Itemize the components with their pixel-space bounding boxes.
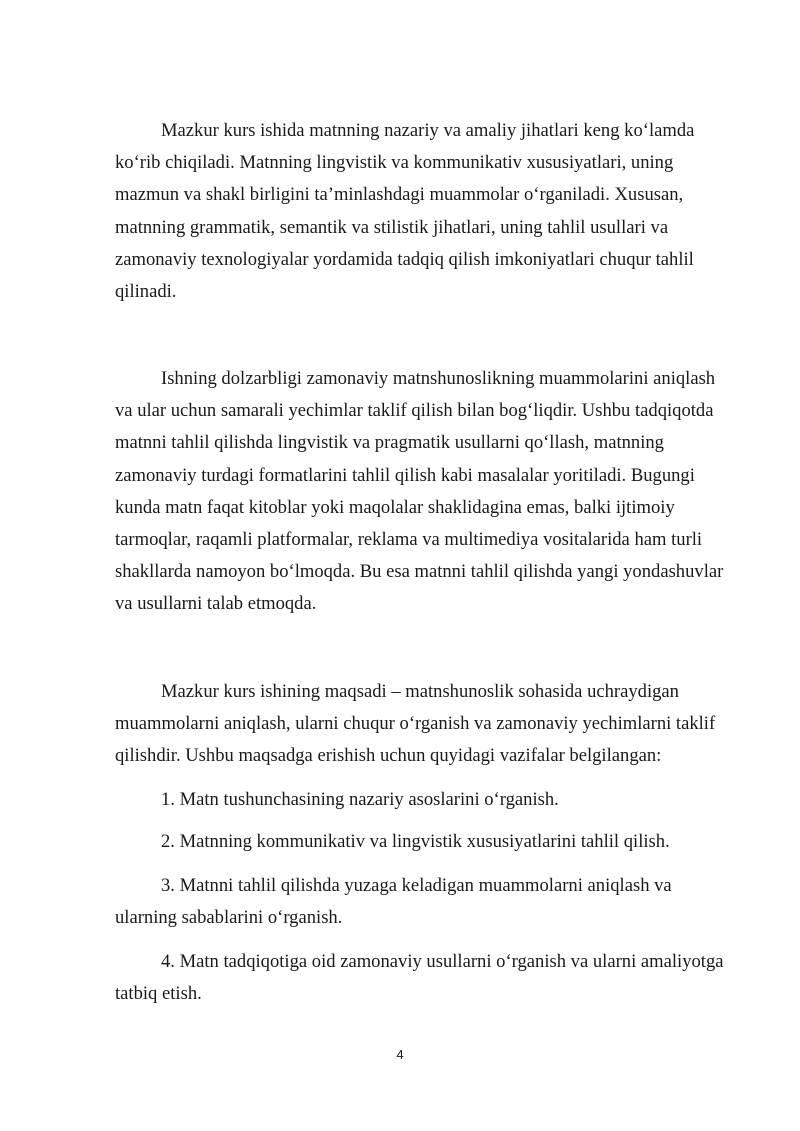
task-text: 3. Matnni tahlil qilishda yuzaga keladigan muammolarni aniqlash va ularning sabablarini oʻrganish. [115,875,672,929]
paragraph-intro [115,115,733,308]
paragraph-goal [115,676,733,773]
task-text: 4. Matn tadqiqotiga oid zamonaviy usullarni oʻrganish va ularni amaliyotga tatbiq etish. [115,951,724,1005]
task-list-item [115,826,733,858]
paragraph-text: Ishning dolzarbligi zamonaviy matnshunoslikning muammolarini aniqlash va ular uchun samarali yechimlar taklif qilish bilan bogʻliqdir. Ushbu tadqiqotda matnni tahlil qilishda lingvistik va pragmatik usullarni qoʻllash, matnning zamonaviy turdagi formatlarini tahlil qilish kabi masalalar yoritiladi. Bugungi kunda matn faqat kitoblar yoki maqolalar shaklidagina emas, balki ijtimoiy tarmoqlar, raqamli platformalar, reklama va multimediya vositalarida ham turli shakllarda namoyon boʻlmoqda. Bu esa matnni tahlil qilishda yangi yondashuvlar va usullarni talab etmoqda. [115,368,724,615]
page-number: 4 [396,1047,404,1062]
task-text: 1. Matn tushunchasining nazariy asoslarini oʻrganish. [161,789,559,810]
paragraph-relevance [115,363,733,621]
paragraph-text: Mazkur kurs ishining maqsadi – matnshunoslik sohasida uchraydigan muammolarni aniqlash, ularni chuqur oʻrganish va zamonaviy yechimlarni taklif qilishdir. Ushbu maqsadga erishish uchun quyidagi vazifalar belgilangan: [115,681,716,767]
task-list-item [115,870,733,934]
paragraph-text: Mazkur kurs ishida matnning nazariy va amaliy jihatlari keng koʻlamda koʻrib chiqiladi. Matnning lingvistik va kommunikativ xususiyatlari, uning mazmun va shakl birligini ta’minlashdagi muammolar oʻrganiladi. Xususan, matnning grammatik, semantik va stilistik jihatlari, uning tahlil usullari va zamonaviy texnologiyalar yordamida tadqiq qilish imkoniyatlari chuqur tahlil qilinadi. [115,120,695,303]
task-list-item [115,784,733,816]
task-text: 2. Matnning kommunikativ va lingvistik xususiyatlarini tahlil qilish. [161,831,670,852]
task-list-item [115,946,733,1010]
